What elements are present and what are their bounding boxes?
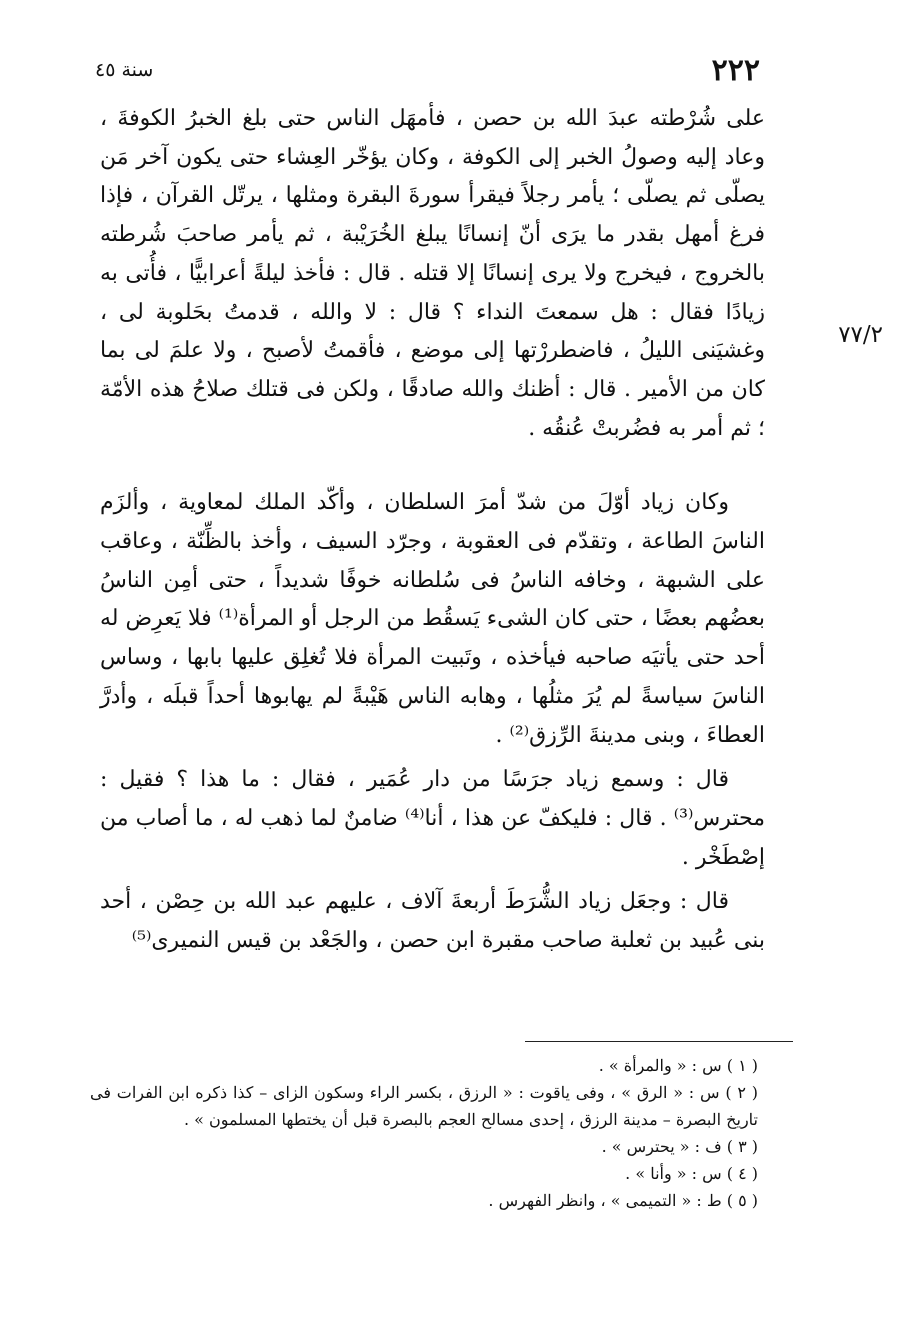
footnote: ( ١ ) س : « والمرأة » . xyxy=(598,1056,758,1075)
paragraph: وكان زياد أوّلَ من شدّ أمرَ السلطان ، وأكّد الملك لمعاوية ، وألزَم الناسَ الطاعة ، وتقدّم فى العقوبة ، وجرّد السيف ، وأخذ بالظِّنّة ، وعاقب على الشبهة ، وخافه الناسُ فى سُلطانه خوفًا شديداً ، حتى أمِن الناسُ بعضُهم بعضًا ، حتى كان الشىء يَسقُط من الرجل أو المرأة⁽¹⁾ فلا يَعرِض له أحد حتى يأتيَه صاحبه فيأخذه ، وتَبيت المرأة فلا تُغلِق عليها بابها ، وساس الناسَ سياسةً لم يُرَ مثلُها ، وهابه الناس هَيْبةً لم يهابوها أحداً قبلَه ، وأدرَّ العطاءَ ، وبنى مدينةَ الرِّزق⁽²⁾ . xyxy=(100,490,766,748)
page-header xyxy=(95,50,760,90)
year-label: سنة ٤٥ xyxy=(95,59,154,81)
footnote: ( ٣ ) ف : « يحترس » . xyxy=(601,1137,758,1156)
page-number: ٢٢٢ xyxy=(711,52,760,88)
footnote: ( ٢ ) س : « الرق » ، وفى ياقوت : « الرزق ، بكسر الراء وسكون الزاى – كذا ذكره ابن الفرات فى تاريخ البصرة – مدينة الرزق ، إحدى مسالح العجم بالبصرة قبل أن يختطها المسلمون » . xyxy=(90,1083,758,1129)
footnote: ( ٥ ) ط : « التميمى » ، وانظر الفهرس . xyxy=(488,1191,758,1210)
footnote-divider xyxy=(525,1041,793,1042)
paragraph: قال : وسمع زياد جرَسًا من دار عُمَير ، فقال : ما هذا ؟ فقيل : محترس⁽³⁾ . قال : فليكفّ عن هذا ، أنا⁽⁴⁾ ضامنٌ لما ذهب له ، ما أصاب من إصْطَخْر . xyxy=(100,767,765,870)
footnotes xyxy=(90,1052,780,1214)
margin-reference: ٧٧/٢ xyxy=(838,322,883,348)
footnote: ( ٤ ) س : « وأنا » . xyxy=(625,1164,758,1183)
paragraph: قال : وجعَل زياد الشُّرَطَ أربعةَ آلاف ، عليهم عبد الله بن حِصْن ، أحد بنى عُبيد بن ثعلبة صاحب مقبرة ابن حصن ، والجَعْد بن قيس النميرى⁽⁵⁾ xyxy=(100,889,765,954)
paragraph: على شُرْطته عبدَ الله بن حصن ، فأمهَل الناس حتى بلغ الخبرُ الكوفةَ ، وعاد إليه وصولُ الخبر إلى الكوفة ، وكان يؤخّر العِشاء حتى يكون آخر مَن يصلّى ثم يصلّى ؛ يأمر رجلاً فيقرأ سورةَ البقرة ومثلها ، يرتّل القرآن ، فإذا فرغ أمهل بقدر ما يرَى أنّ إنسانًا يبلغ الخُرَيْبة ، ثم يأمر صاحبَ شُرطته بالخروج ، فيخرج ولا يرى إنسانًا إلا قتله . قال : فأخذ ليلةً أعرابيًّا ، فأُتى به زيادًا فقال : هل سمعتَ النداء ؟ قال : لا والله ، قدمتُ بحَلوبة لى ، وغشيَنى الليلُ ، فاضطررْتها إلى موضع ، فأقمتُ لأصبح ، ولا علمَ لى بما كان من الأمير . قال : أظنك والله صادقًا ، ولكن فى قتلك صلاحُ هذه الأمّة ؛ ثم أمر به فضُربتْ عُنقُه . xyxy=(100,106,765,441)
main-text xyxy=(100,100,765,961)
